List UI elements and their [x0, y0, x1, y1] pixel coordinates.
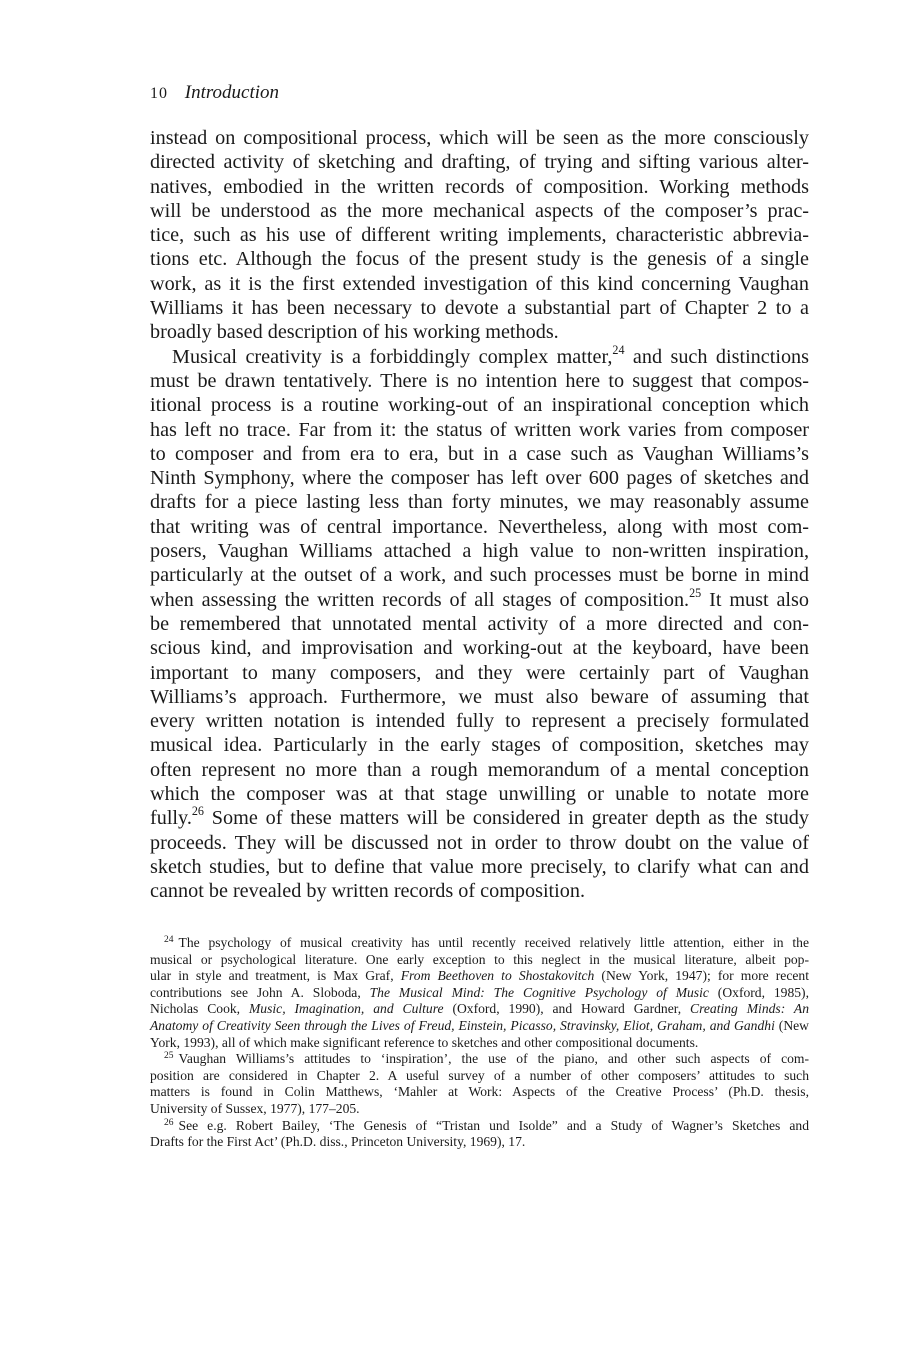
- footnote-line: [150, 968, 809, 985]
- body-line: scious kind, and improvisation and working-out at the keyboard, have been: [150, 637, 809, 660]
- footnote-ref-26[interactable]: 26: [191, 804, 204, 819]
- footnote-text: See e.g. Robert Bailey, ‘The Genesis of “Tristan und Isolde” and a Study of Wagner’s Sketches and: [178, 1117, 809, 1133]
- footnote-26: [150, 1118, 809, 1135]
- body-line-text: It must also: [701, 588, 809, 611]
- body-line: be remembered that unnotated mental activity of a more directed and con-: [150, 612, 809, 635]
- body-line: instead on compositional process, which will be seen as the more consciously: [150, 127, 809, 149]
- body-line: that writing was of central importance. Nevertheless, along with most com-: [150, 515, 809, 538]
- footnotes: [150, 935, 809, 1151]
- footnote-text: (Oxford, 1985),: [708, 984, 809, 1000]
- page-number: 10: [150, 85, 168, 102]
- body-line: often represent no more than a rough memorandum of a mental conception: [150, 758, 809, 781]
- body-line: musical idea. Particularly in the early stages of composition, sketches may: [150, 734, 809, 757]
- footnote-number: 26: [164, 1117, 174, 1128]
- footnote-text: (Oxford, 1990), and Howard Gardner,: [443, 1001, 691, 1017]
- footnote-25: [150, 1051, 809, 1068]
- body-line: Williams it has been necessary to devote a substantial part of Chapter 2 to a: [150, 297, 809, 320]
- body-line: itional process is a routine working-out of an inspirational conception which: [150, 394, 809, 417]
- body-line: broadly based description of his working methods.: [150, 321, 559, 344]
- body-line: tice, such as his use of different writing implements, characteristic abbrevia-: [150, 224, 809, 247]
- body-line-text: Some of these matters will be considered in greater depth as the study: [203, 807, 809, 830]
- footnote-text: Nicholas Cook,: [150, 1001, 249, 1017]
- body-line: to composer and from era to era, but in a case such as Vaughan Williams’s: [150, 442, 809, 465]
- body-line: has left no trace. Far from it: the status of written work varies from composer: [150, 418, 809, 441]
- cited-title: Anatomy of Creativity Seen through the Lives of Freud, Einstein, Picasso, Stravinsky, Eliot, Graham, and Gandhi: [150, 1017, 775, 1033]
- footnote-text: The psychology of musical creativity has until recently received relatively little attention, either in the: [178, 935, 809, 950]
- body-line-text: Musical creativity is a forbiddingly complex matter,: [172, 345, 613, 368]
- body-line: sketch studies, but to define that value more precisely, to clarify what can and: [150, 855, 809, 878]
- footnote-line: York, 1993), all of which make significant reference to sketches and other compositional documents.: [150, 1034, 699, 1050]
- body-line-text: and such distinctions: [624, 345, 809, 368]
- body-line: will be understood as the more mechanical aspects of the composer’s prac-: [150, 199, 809, 222]
- body-line: which the composer was at that stage unwilling or unable to notate more: [150, 783, 809, 806]
- footnote-line: University of Sussex, 1977), 177–205.: [150, 1100, 360, 1116]
- body-line: [150, 342, 809, 369]
- cited-title: From Beethoven to Shostakovitch: [400, 968, 595, 984]
- footnote-line: matters is found in Colin Matthews, ‘Mahler at Work: Aspects of the Creative Process’ (Ph.D. thesis,: [150, 1084, 809, 1100]
- footnote-line: [150, 1001, 809, 1018]
- footnote-text: contributions see John A. Sloboda,: [150, 984, 370, 1000]
- body-line: must be drawn tentatively. There is no intention here to suggest that compos-: [150, 369, 809, 392]
- footnote-line: [150, 985, 809, 1002]
- body-line: important to many composers, and they were certainly part of Vaughan: [150, 661, 809, 684]
- running-title: Introduction: [184, 82, 280, 103]
- footnote-text: ular in style and treatment, is Max Graf,: [150, 968, 401, 984]
- running-head: [150, 82, 279, 105]
- body-line: [150, 806, 809, 830]
- footnote-number: 24: [164, 935, 174, 946]
- footnote-line: [150, 1018, 809, 1035]
- body-line: work, as it is the first extended investigation of this kind concerning Vaughan: [150, 272, 809, 295]
- body-line: posers, Vaughan Williams attached a high value to non-written inspiration,: [150, 540, 809, 563]
- footnote-ref-25[interactable]: 25: [689, 585, 702, 600]
- body-line: Ninth Symphony, where the composer has left over 600 pages of sketches and: [150, 467, 809, 490]
- body-line: Williams’s approach. Furthermore, we must also beware of assuming that: [150, 685, 809, 708]
- cited-title: Music, Imagination, and Culture: [248, 1001, 444, 1017]
- body-line: natives, embodied in the written records of composition. Working methods: [150, 175, 809, 198]
- body-text: [150, 126, 809, 904]
- footnote-line: musical or psychological literature. One early exception to this neglect in the musical literature, albeit pop-: [150, 951, 809, 967]
- body-line: [150, 585, 809, 612]
- body-line-text: when assessing the written records of all stages of composition.: [150, 588, 690, 611]
- cited-title: The Musical Mind: The Cognitive Psychology of Music: [369, 984, 709, 1000]
- body-line: every written notation is intended fully to represent a precisely formulated: [150, 710, 809, 733]
- body-line: particularly at the outset of a work, and such processes must be borne in mind: [150, 564, 809, 587]
- body-line: proceeds. They will be discussed not in order to throw doubt on the value of: [150, 831, 809, 854]
- body-line: drafts for a piece lasting less than forty minutes, we may reasonably assume: [150, 491, 809, 514]
- body-line: cannot be revealed by written records of composition.: [150, 880, 586, 903]
- footnote-number: 25: [164, 1051, 174, 1062]
- cited-title: Creating Minds: An: [690, 1001, 809, 1017]
- footnote-text: (New York, 1947); for more recent: [594, 968, 809, 984]
- footnote-text: Vaughan Williams’s attitudes to ‘inspiration’, the use of the piano, and other such aspects of com-: [178, 1051, 809, 1067]
- footnote-text: (New: [774, 1017, 809, 1033]
- footnote-24: [150, 935, 809, 952]
- body-line: tions etc. Although the focus of the present study is the genesis of a single: [150, 248, 809, 271]
- footnote-line: position are considered in Chapter 2. A useful survey of a number of other composers’ attitudes to such: [150, 1067, 809, 1083]
- body-line: directed activity of sketching and drafting, of trying and sifting various alter-: [150, 151, 809, 174]
- footnote-line: Drafts for the First Act’ (Ph.D. diss., Princeton University, 1969), 17.: [150, 1134, 526, 1150]
- body-line-text: fully.: [150, 807, 192, 830]
- footnote-ref-24[interactable]: 24: [612, 342, 625, 357]
